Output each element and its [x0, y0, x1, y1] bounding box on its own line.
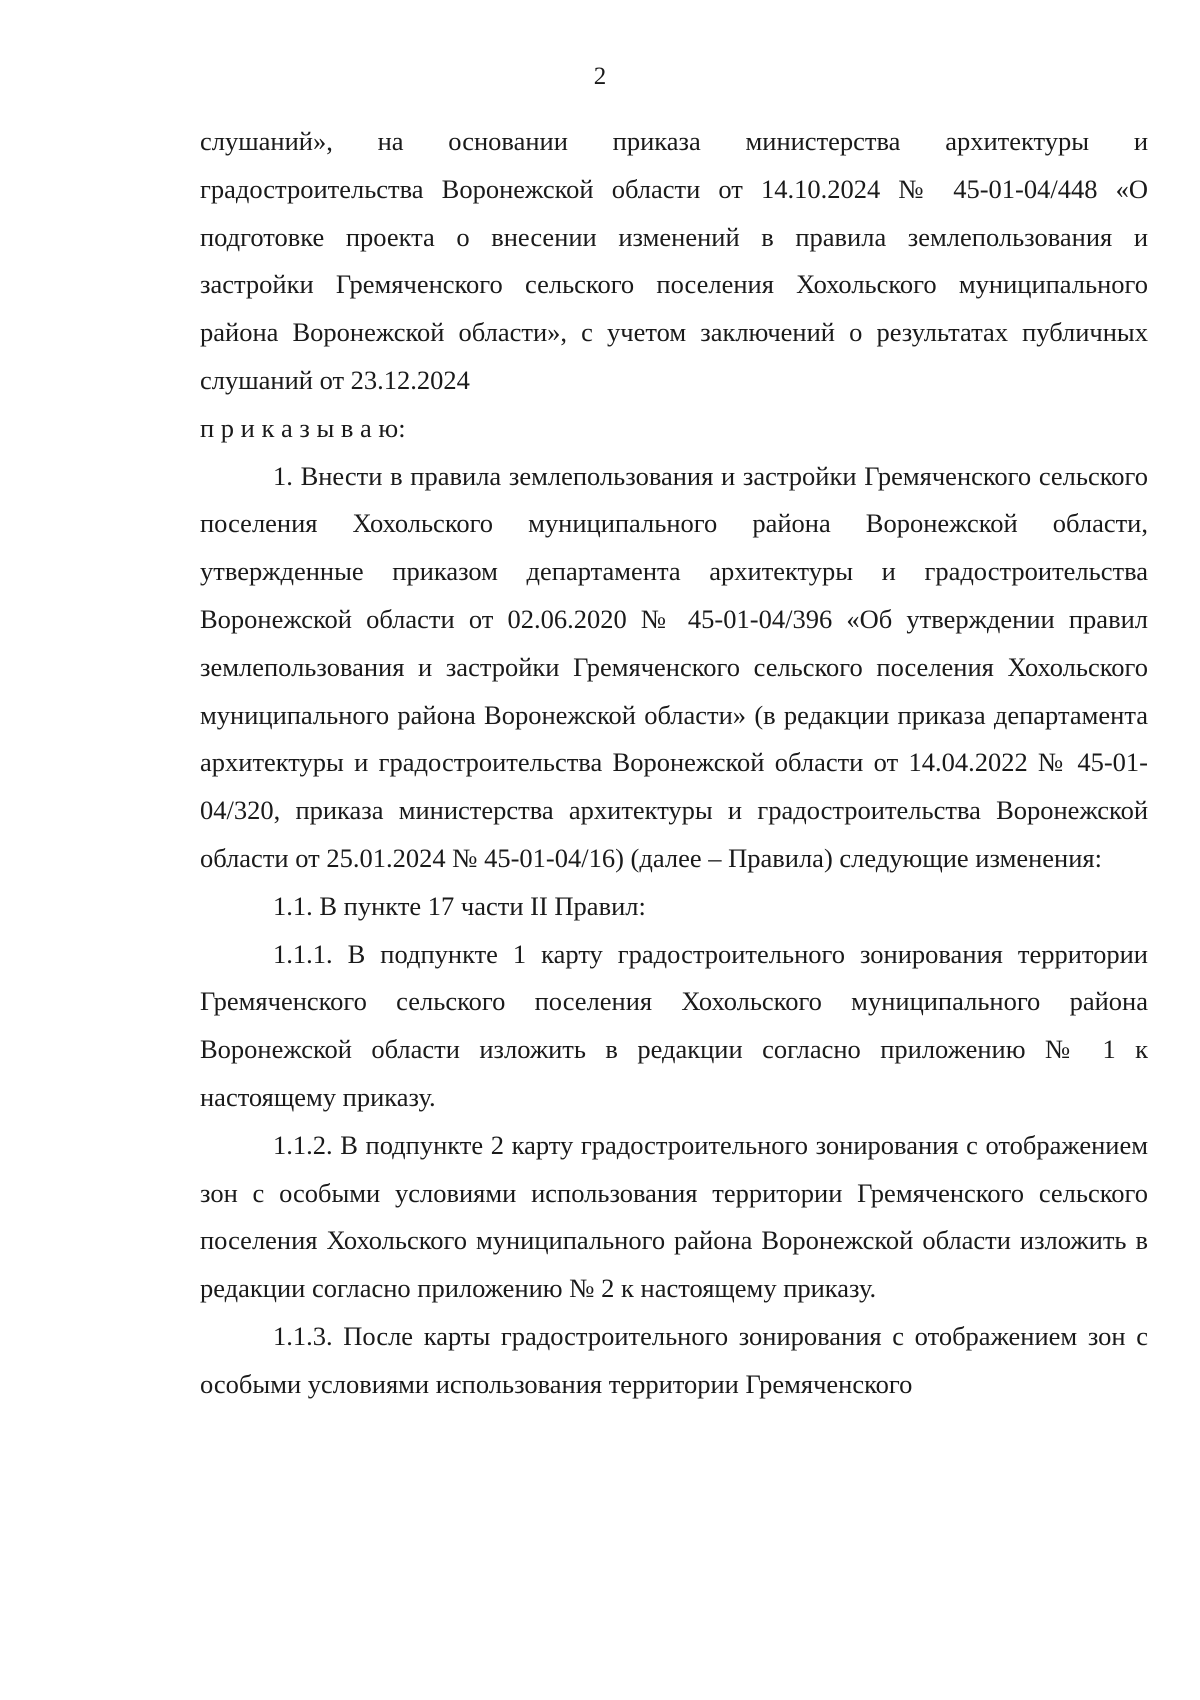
- paragraph-item-1-1-3: 1.1.3. После карты градостроительного зонирования с отображением зон с особыми условиями использования территории Гремяченского: [200, 1320, 1148, 1399]
- paragraph-item-1-1-1: 1.1.1. В подпункте 1 карту градостроительного зонирования территории Гремяченского сельского поселения Хохольского муниципального района Воронежской области изложить в редакции согласно приложению № 1 к настоящему приказу.: [200, 938, 1148, 1112]
- paragraph-item-1: 1. Внести в правила землепользования и застройки Гремяченского сельского поселения Хохольского муниципального района Воронежской области, утвержденные приказом департамента архитектуры и градостроительства Воронежской области от 02.06.2020 № 45-01-04/396 «Об утверждении правил землепользования и застройки Гремяченского сельского поселения Хохольского муниципального района Воронежской области» (в редакции приказа департамента архитектуры и градостроительства Воронежской области от 14.04.2022 № 45-01-04/320, приказа министерства архитектуры и градостроительства Воронежской области от 25.01.2024 № 45-01-04/16) (далее – Правила) следующие изменения:: [200, 460, 1148, 873]
- paragraph-item-1-1-2: 1.1.2. В подпункте 2 карту градостроительного зонирования с отображением зон с особыми условиями использования территории Гремяченского сельского поселения Хохольского муниципального района Воронежской области изложить в редакции согласно приложению № 2 к настоящему приказу.: [200, 1129, 1148, 1304]
- paragraph-continuation: слушаний», на основании приказа министерства архитектуры и градостроительства Воронежской области от 14.10.2024 № 45-01-04/448 «О подготовке проекта о внесении изменений в правила землепользования и застройки Гремяченского сельского поселения Хохольского муниципального района Воронежской области», с учетом заключений о результатах публичных слушаний от 23.12.2024: [200, 126, 1148, 395]
- order-word: п р и к а з ы в а ю:: [200, 412, 406, 443]
- document-body: [200, 118, 1148, 1409]
- page-number: 2: [593, 63, 607, 90]
- paragraph-item-1-1: 1.1. В пункте 17 части II Правил:: [273, 890, 646, 921]
